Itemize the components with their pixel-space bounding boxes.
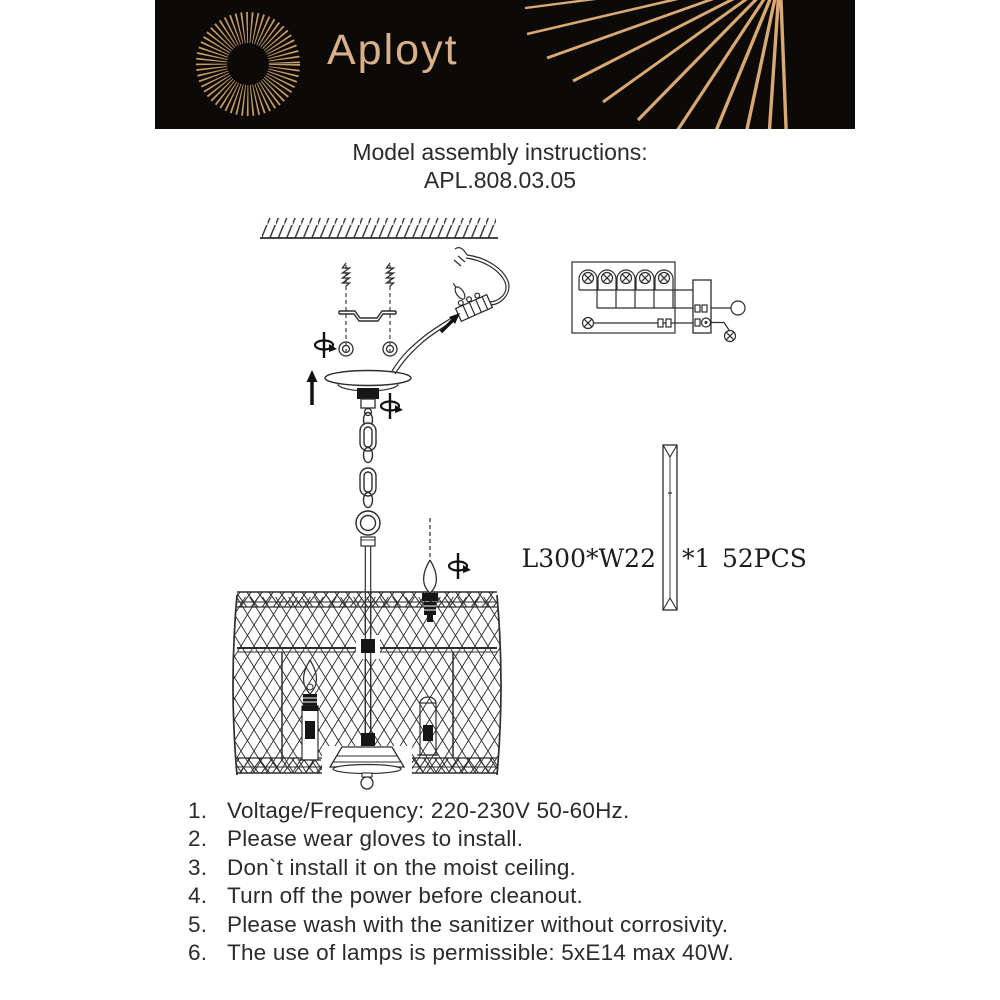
instruction-item	[188, 939, 848, 967]
instruction-item	[188, 911, 848, 939]
instruction-text: Please wash with the sanitizer without corrosivity.	[227, 911, 729, 937]
wire-terminal-block	[453, 290, 492, 322]
instruction-number: 4.	[188, 883, 208, 909]
instruction-item	[188, 882, 848, 910]
instruction-text: Voltage/Frequency: 220-230V 50-60Hz.	[227, 798, 630, 823]
page-title: Model assembly instructions:	[352, 139, 648, 165]
rotate-icon	[449, 553, 471, 579]
instruction-number: 6.	[188, 940, 208, 966]
mounting-hardware	[339, 263, 397, 356]
crystal-size-label: L300*W22	[521, 544, 656, 573]
crystal-rod	[663, 445, 677, 610]
rotate-icon	[381, 393, 403, 419]
instruction-text: Don`t install it on the moist ceiling.	[227, 854, 577, 880]
crystal-pieces-label: 52PCS	[722, 544, 807, 573]
instruction-item	[188, 825, 848, 853]
instruction-text: The use of lamps is permissible: 5xE14 max 40W.	[227, 940, 735, 966]
instruction-number: 1.	[188, 798, 208, 823]
sunburst-logo-icon	[155, 0, 355, 129]
model-number: APL.808.03.05	[423, 167, 577, 193]
heading-block	[0, 138, 1000, 194]
corner-rays-icon	[525, 0, 855, 129]
assembly-diagram	[150, 205, 850, 795]
bottom-finial	[322, 746, 412, 789]
supply-wire	[392, 248, 509, 374]
up-arrow-icon	[307, 370, 318, 405]
candle-bulb-insert	[422, 518, 438, 622]
instruction-number: 2.	[188, 826, 208, 852]
crystal-count-label: *1	[682, 544, 711, 573]
ceiling-hatch	[260, 218, 498, 238]
brand-wordmark: Aployt	[327, 26, 459, 74]
instructions-list	[188, 797, 848, 967]
rotate-icon	[315, 332, 337, 358]
instruction-number: 5.	[188, 911, 208, 937]
wiring-schematic	[572, 262, 745, 342]
instruction-text: Turn off the power before cleanout.	[227, 883, 583, 909]
instruction-item	[188, 854, 848, 882]
instruction-text: Please wear gloves to install.	[227, 826, 524, 852]
instruction-item	[188, 797, 848, 825]
brand-banner	[155, 0, 855, 129]
instruction-number: 3.	[188, 854, 208, 880]
